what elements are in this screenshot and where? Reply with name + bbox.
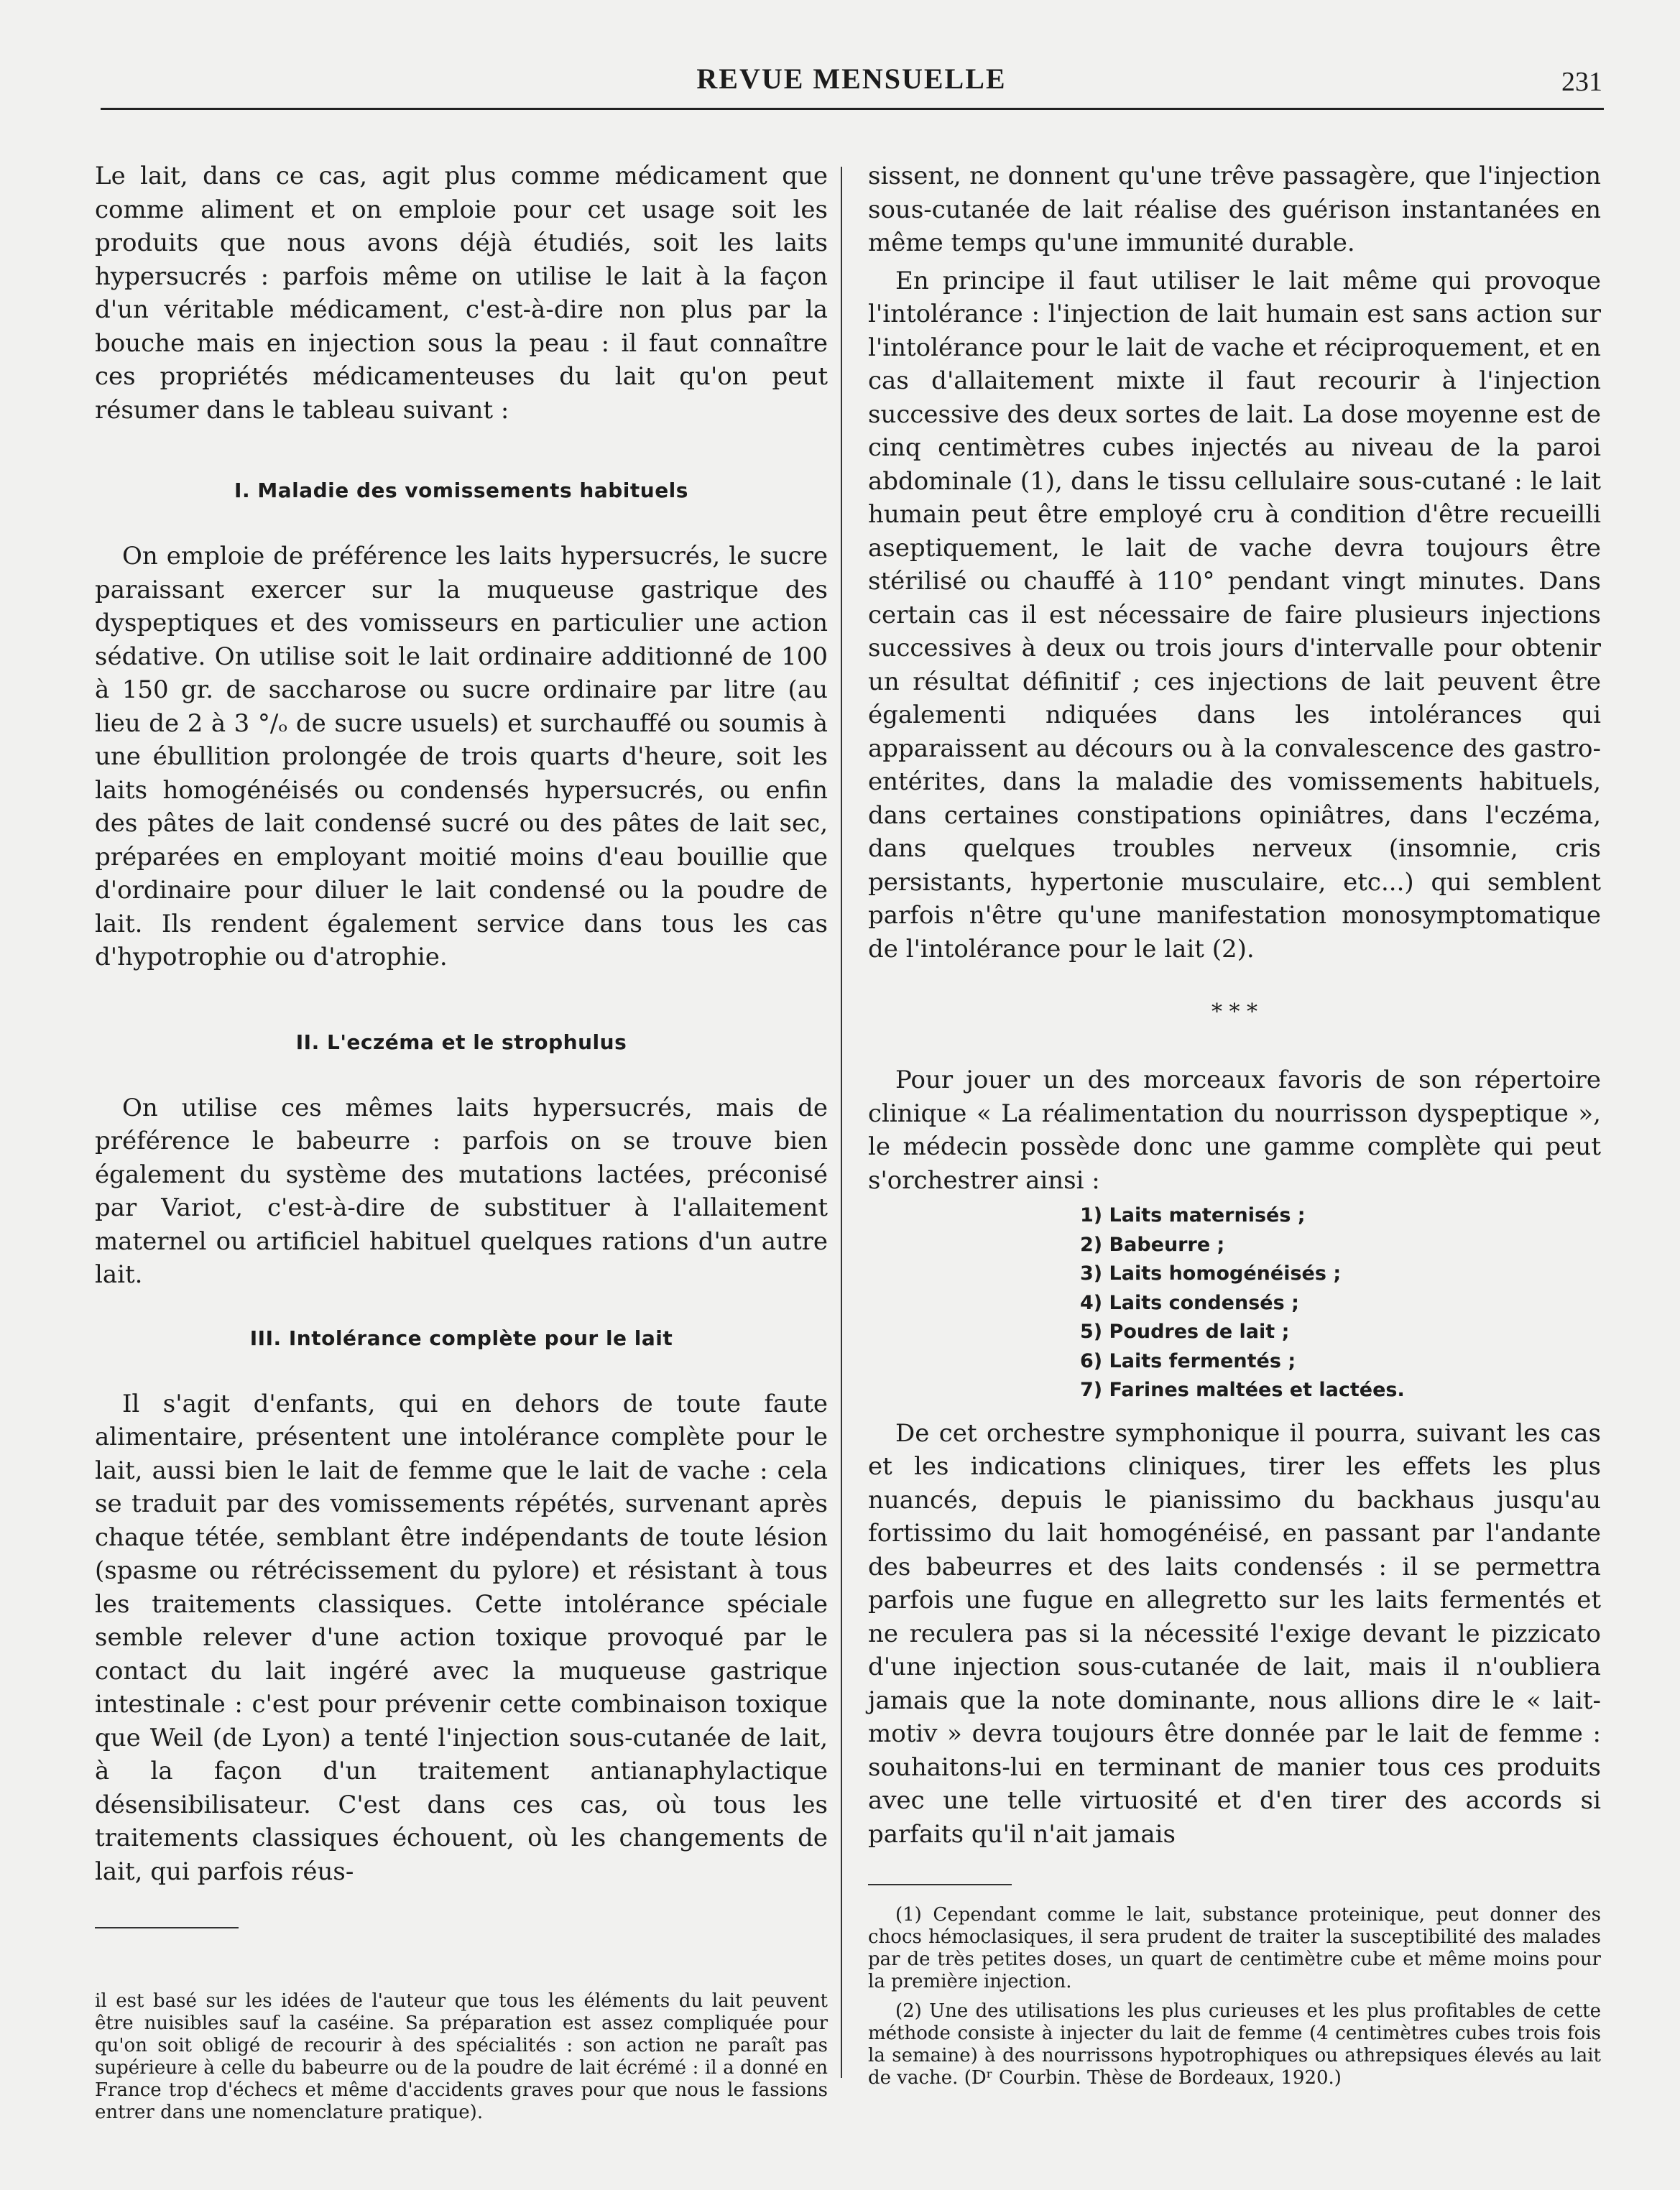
footnote-continuation: il est basé sur les idées de l'auteur que tous les éléments du lait peuvent être nuisibles sauf la caséine. Sa préparation est assez compliquée pour qu'on soit obligé de recourir à des spécialités : son action ne paraît pas supérieure à celle du babeurre ou de la poudre de lait écrémé : il a donné en France trop d'échecs et même d'accidents graves pour que nous le fassions entrer dans une nomenclature pratique). [95, 1990, 828, 2123]
section-heading-1: I. Maladie des vomissements habituels [234, 479, 688, 502]
list-item: 2) Babeurre ; [1080, 1233, 1225, 1256]
section-heading-2: II. L'eczéma et le strophulus [295, 1030, 627, 1054]
footnote-2: (2) Une des utilisations les plus curieuses et les plus profitables de cette méthode consiste à injecter du lait de femme (4 centimètres cubes trois fois la semaine) à des nourrissons hypotrophiques ou athrepsiques élevés au lait de vache. (Dʳ Courbin. Thèse de Bordeaux, 1920.) [868, 2000, 1601, 2089]
conclusion-paragraph: De cet orchestre symphonique il pourra, suivant les cas et les indications cliniques, tirer les effets les plus nuancés, depuis le pianissimo du backhaus jusqu'au fortissimo du lait homogénéisé, en passant par l'andante des babeurres et des laits condensés : il se permettra parfois une fugue en allegretto sur les laits fermentés et ne reculera pas si la nécessité l'exige devant le pizzicato d'une injection sous-cutanée de lait, mais il n'oubliera jamais que la note dominante, nous allions dire le « lait-motiv » devra toujours être donnée par le lait de femme : souhaitons-lui en terminant de manier tous ces produits avec une telle virtuosité et d'en tirer des accords si parfaits qu'il n'ait jamais [868, 1418, 1601, 1849]
right-column [868, 160, 1601, 2089]
footnote-1: (1) Cependant comme le lait, substance proteinique, peut donner des chocs hémoclasiques, il sera prudent de traiter la susceptibilité des malades par de très petites doses, un quart de centimètre cube et même moins pour la première injection. [868, 1904, 1601, 1992]
page-header [101, 62, 1602, 105]
list-item: 7) Farines maltées et lactées. [1080, 1379, 1405, 1401]
section-1-text: On emploie de préférence les laits hypersucrés, le sucre paraissant exercer sur la muqueuse gastrique des dyspeptiques et des vomisseurs en particulier une action sédative. On utilise soit le lait ordinaire additionné de 100 à 150 gr. de saccharose ou sucre ordinaire par litre (au lieu de 2 à 3 °/ₒ de sucre usuels) et surchauffé ou soumis à une ébullition prolongée de trois quarts d'heure, soit les laits homogénéisés ou condensés hypersucrés, ou enfin des pâtes de lait condensé sucré ou des pâtes de lait sec, préparées en employant moitié moins d'eau bouillie que d'ordinaire pour diluer le lait condensé ou la poudre de lait. Ils rendent également service dans tous les cas d'hypotrophie ou d'atrophie. [95, 542, 828, 971]
list-item: 4) Laits condensés ; [1080, 1291, 1299, 1314]
section-2-text: On utilise ces mêmes laits hypersucrés, mais de préférence le babeurre : parfois on se trouve bien également du système des mutations lactées, préconisé par Variot, c'est-à-dire de substituer à l'allaitement maternel ou artificiel habituel quelques rations d'un autre lait. [95, 1093, 828, 1289]
section-separator: * * * [1211, 999, 1258, 1025]
footnote-rule [95, 1927, 239, 1928]
principle-paragraph: En principe il faut utiliser le lait même qui provoque l'intolérance : l'injection de lait humain est sans action sur l'intolérance pour le lait de vache et réciproquement, et en cas d'allaitement mixte il faut recourir à l'injection successive des deux sortes de lait. La dose moyenne est de cinq centimètres cubes injectés au niveau de la paroi abdominale (1), dans le tissu cellulaire sous-cutané : le lait humain peut être employé cru à condition d'être recueilli aseptiquement, le lait de vache devra toujours être stérilisé ou chauffé à 110° pendant vingt minutes. Dans certain cas il est nécessaire de faire plusieurs injections successives à deux ou trois jours d'intervalle pour obtenir un résultat définitif ; ces injections de lait peuvent être égalementi ndiquées dans les intolérances qui apparaissent au décours ou à la convalescence des gastro-entérites, dans la maladie des vomissements habituels, dans certaines constipations opiniâtres, dans l'eczéma, dans quelques troubles nerveux (insomnie, cris persistants, hypertonie musculaire, etc...) qui semblent parfois n'être qu'une manifestation monosymptomatique de l'intolérance pour le lait (2). [868, 266, 1601, 964]
list-item: 5) Poudres de lait ; [1080, 1321, 1290, 1343]
footnote-rule [868, 1884, 1012, 1885]
intro-paragraph: Le lait, dans ce cas, agit plus comme médicament que comme aliment et on emploie pour cet usage soit les produits que nous avons déjà étudiés, soit les laits hypersucrés : parfois même on utilise le lait à la façon d'un véritable médicament, c'est-à-dire non plus par la bouche mais en injection sous la peau : il faut connaître ces propriétés médicamenteuses du lait qu'on peut résumer dans le tableau suivant : [95, 162, 828, 425]
continuation-paragraph: sissent, ne donnent qu'une trêve passagère, que l'injection sous-cutanée de lait réalise des guérison instantanées en même temps qu'une immunité durable. [868, 162, 1601, 257]
header-rule [101, 108, 1604, 110]
milk-types-list [868, 1201, 1601, 1405]
journal-title: REVUE MENSUELLE [696, 63, 1007, 95]
left-column [95, 160, 828, 2124]
list-item: 3) Laits homogénéisés ; [1080, 1262, 1342, 1285]
list-item: 6) Laits fermentés ; [1080, 1349, 1296, 1372]
list-item: 1) Laits maternisés ; [1080, 1204, 1306, 1226]
section-3-text: Il s'agit d'enfants, qui en dehors de toute faute alimentaire, présentent une intolérance complète pour le lait, aussi bien le lait de femme que le lait de vache : cela se traduit par des vomissements répétés, survenant après chaque tétée, semblant être indépendants de toute lésion (spasme ou rétrécissement du pylore) et résistant à tous les traitements classiques. Cette intolérance spéciale semble relever d'une action toxique provoqué par le contact du lait ingéré avec la muqueuse gastrique intestinale : c'est pour prévenir cette combinaison toxique que Weil (de Lyon) a tenté l'injection sous-cutanée de lait, à la façon d'un traitement antianaphylactique désensibilisateur. C'est dans ces cas, où tous les traitements classiques échouent, où les changements de lait, qui parfois réus- [95, 1389, 828, 1886]
section-heading-3: III. Intolérance complète pour le lait [249, 1326, 673, 1350]
orchestra-intro-paragraph: Pour jouer un des morceaux favoris de son répertoire clinique « La réalimentation du nourrisson dyspeptique », le médecin possède donc une gamme complète qui peut s'orchestrer ainsi : [868, 1066, 1601, 1195]
column-divider [841, 167, 842, 2078]
page-number: 231 [1561, 67, 1602, 97]
